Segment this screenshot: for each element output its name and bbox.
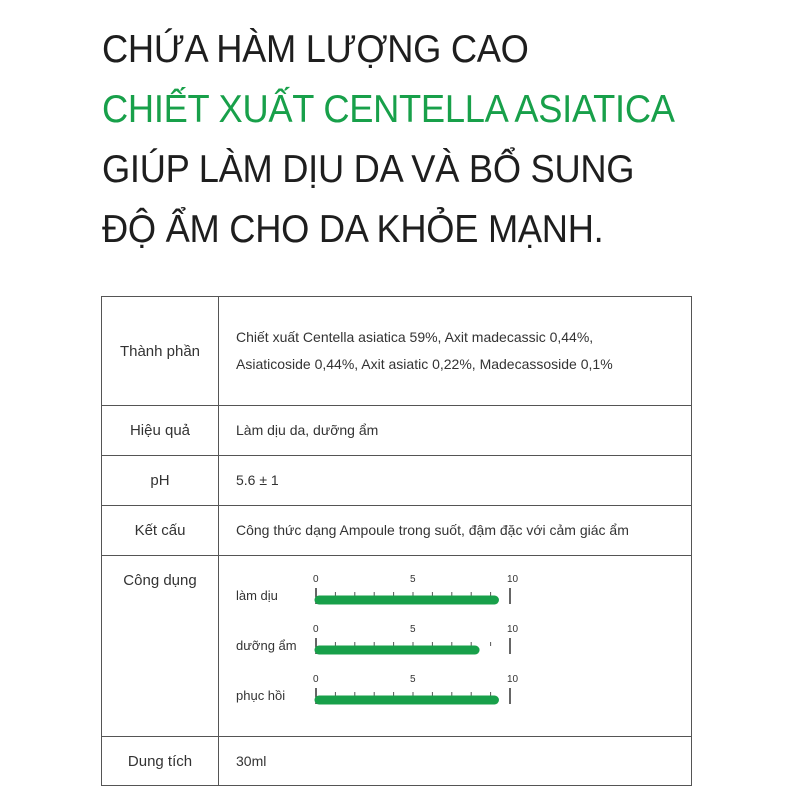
gauge-tick-label: 5 bbox=[410, 624, 416, 635]
headline bbox=[102, 20, 675, 260]
headline-line-4: ĐỘ ẨM CHO DA KHỎE MẠNH. bbox=[102, 208, 604, 251]
volume-label: Dung tích bbox=[102, 737, 219, 786]
ingredients-value bbox=[219, 297, 692, 406]
texture-value: Công thức dạng Ampoule trong suốt, đậm đặc với cảm giác ẩm bbox=[219, 506, 692, 556]
gauge-tick-label: 5 bbox=[410, 574, 416, 585]
gauge-tick-label: 10 bbox=[507, 624, 519, 635]
gauge-tick-label: 0 bbox=[313, 574, 319, 585]
usage-gauges bbox=[219, 556, 691, 736]
gauge-tick-label: 0 bbox=[313, 674, 319, 685]
spec-row-effect bbox=[102, 406, 692, 456]
gauge-svg bbox=[219, 624, 519, 664]
headline-line-3: GIÚP LÀM DỊU DA VÀ BỔ SUNG bbox=[102, 148, 635, 191]
volume-value: 30ml bbox=[219, 737, 692, 786]
gauge-name: dưỡng ẩm bbox=[236, 638, 297, 653]
usage-label: Công dụng bbox=[102, 556, 219, 737]
gauge-tick-label: 5 bbox=[410, 674, 416, 685]
gauge bbox=[219, 624, 519, 664]
effect-label: Hiệu quả bbox=[102, 406, 219, 456]
usage-value bbox=[219, 556, 692, 737]
texture-label: Kết cấu bbox=[102, 506, 219, 556]
ingredients-line-1: Chiết xuất Centella asiatica 59%, Axit madecassic 0,44%, bbox=[236, 329, 594, 345]
headline-line-2: CHIẾT XUẤT CENTELLA ASIATICA bbox=[102, 88, 675, 131]
spec-row-volume bbox=[102, 737, 692, 786]
gauge-tick-label: 10 bbox=[507, 574, 519, 585]
spec-row-texture bbox=[102, 506, 692, 556]
spec-row-usage bbox=[102, 556, 692, 737]
ingredients-line-2: Asiaticoside 0,44%, Axit asiatic 0,22%, Madecassoside 0,1% bbox=[236, 356, 613, 372]
gauge-tick-label: 0 bbox=[313, 624, 319, 635]
spec-row-ingredients bbox=[102, 297, 692, 406]
gauge-tick-label: 10 bbox=[507, 674, 519, 685]
effect-value: Làm dịu da, dưỡng ẩm bbox=[219, 406, 692, 456]
ingredients-label: Thành phần bbox=[102, 297, 219, 406]
gauge-svg bbox=[219, 674, 519, 714]
spec-table bbox=[101, 296, 692, 786]
gauge bbox=[219, 674, 519, 714]
gauge-name: phục hồi bbox=[236, 688, 286, 703]
gauge bbox=[219, 574, 519, 614]
gauge-svg bbox=[219, 574, 519, 614]
gauge-name: làm dịu bbox=[236, 588, 278, 603]
spec-row-ph bbox=[102, 456, 692, 506]
headline-line-1: CHỨA HÀM LƯỢNG CAO bbox=[102, 28, 529, 71]
ph-value: 5.6 ± 1 bbox=[219, 456, 692, 506]
ph-label: pH bbox=[102, 456, 219, 506]
